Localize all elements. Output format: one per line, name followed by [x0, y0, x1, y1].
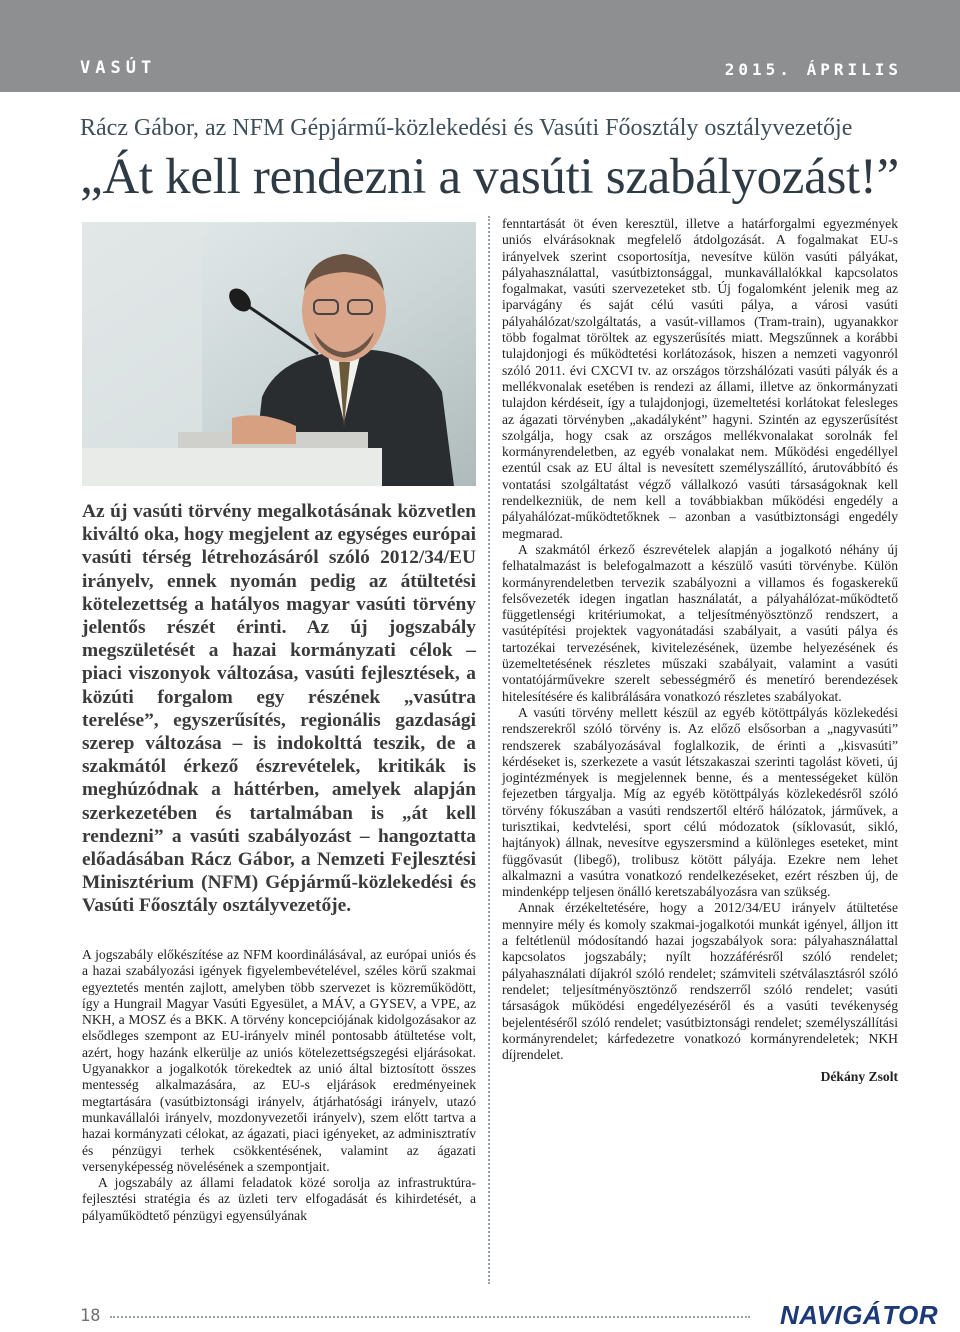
- body-paragraph: A szakmától érkező észrevételek alapján a jogalkotó néhány új felhatalmazást is belefogalmazott a készülő vasúti törvénybe. Külön kormányrendeletben tervezik szabályozni a villamos és fogaskerekű felsővezeték idegen ingatlan használatát, a pályahálózat-működtető függetlenségi kritériumokat, a teljesítményösztönző rendszert, a vasútépítési projektek vagyonátadási szabályait, a vasúti pálya és tartozékai tervezésének, kivitelezésének, üzembe helyezésének és üzemeltetésének részletes műszaki szabályait, valamint a vasúti vontatójárművekre szerelt sebességmérő és menetíró berendezések hitelesítésére és kalibrálására vonatkozó részletes szabályokat.: [502, 541, 898, 704]
- article-headline: „Át kell rendezni a vasúti szabályozást!”: [80, 149, 899, 205]
- body-paragraph: A jogszabály az állami feladatok közé sorolja az infrastruktúra-fejlesztési stratégia és az üzleti terv elfogadását és kihirdetését, a pályaműködtető pénzügyi egyensúlyának: [82, 1175, 476, 1223]
- article-lead: Az új vasúti törvény megalkotásának közvetlen kiváltó oka, hogy megjelent az egységes európai vasúti térség létrehozásáról szóló 2012/34/EU irányelv, ennek nyomán pedig az átültetési kötelezettség a hatályos magyar vasúti törvény jelentős részét érinti. Az új jogszabály megszületését a hazai kormányzati célok – piaci viszonyok változása, vasúti fejlesztések, a közúti forgalom egy részének „vasútra terelése”, egyszerűsítés, regionális gazdasági szerep változása – is indokolttá teszik, de a szakmától érkező észrevételek, kritikák is meghúzódnak a háttérben, amelyek alapján szerkezetében és tartalmában is „át kell rendezni” a vasúti szabályozást – hangoztatta előadásában Rácz Gábor, a Nemzeti Fejlesztési Minisztérium (NFM) Gépjármű-közlekedési és Vasúti Főosztály osztályvezetője.: [82, 501, 476, 917]
- magazine-logo: NAVIGÁTOR: [780, 1300, 939, 1330]
- column-divider: [488, 216, 490, 1284]
- body-paragraph: A jogszabály előkészítése az NFM koordinálásával, az európai uniós és a hazai szabályozási igények figyelembevételével, széles körű szakmai egyeztetés mentén zajlott, amelyben több szervezet is közreműködött, így a Hungrail Magyar Vasúti Egyesület, a MÁV, a GYSEV, a VPE, az NKH, a MOSZ és a BKK. A törvény koncepciójának kidolgozásakor az elsődleges szempont az EU-irányelv minél pontosabb átültetése volt, azért, hogy hazánk elkerülje az uniós kötelezettségszegési eljárásokat. Ugyanakkor a jogalkotók törekedtek az unió által biztosított összes mentesség alkalmazására, az EU-s eljárások eredményeinek megtartására (vasútbiztonsági irányelv, átjárhatósági irányelv, utazó munkavállalói irányelv, mozdonyvezetői irányelv), szem előtt tartva a hazai kormányzati célokat, az ágazati, piaci igényeket, az adminisztratív és pénzügyi terhek csökkentésének, valamint az ágazati versenyképesség növelésének a szempontjait.: [82, 947, 476, 1174]
- page-number: 18: [80, 1306, 101, 1326]
- body-paragraph: fenntartását öt éven keresztül, illetve a határforgalmi egyezmények uniós elvárásoknak megfelelő átdolgozását. A fogalmakat EU-s irányelvek szerint csoportosítja, nevesítve külön vasúti pályákat, pályahasználattal, vasútbiztonsággal, munkavállalókkal kapcsolatos fogalmakat, vasúti szervezeteket stb. Új fogalomként jelenik meg az iparvágány és saját célú vasúti pálya, a városi vasúti pályahálózat/szolgáltatás, a vasút-villamos (Tram-train), ugyanakkor több fogalmat töröltek az egyszerűsítés miatt. Megszűnnek a korábbi tulajdonjogi és működtetési korlátozások, hiszen a nemzeti vagyonról szóló 2011. évi CXCVI tv. az országos törzshálózati vasúti pályák és a mellékvonalak esetében is rendezi az állami, illetve az önkormányzati tulajdon kérdéseit, így a tulajdonjogi, üzemeltetési korlátokat felesleges az ágazati törvényben „akadályként” hagyni. Szintén az egyszerűsítést szolgálja, hogy csak az országos mellékvonalakat sorolnák fel kormányrendeletben, az egyéb vonalakat nem. Működési engedéllyel ezentúl csak az EU által is nevesített személyszállító, árutovábbító és vontatási szolgáltatást végző vállalkozó vasúti társaságoknak kell rendelkezniük, de nem kell a továbbiakban működési engedély a pályahálózat-működtetőknek – azonban a vasútbiztonsági engedély megmarad.: [502, 216, 898, 541]
- right-column: [502, 216, 898, 1086]
- article-subtitle: Rácz Gábor, az NFM Gépjármű-közlekedési és Vasúti Főosztály osztályvezetője: [80, 115, 853, 141]
- section-label: VASÚT: [80, 58, 157, 78]
- footer-divider: [110, 1316, 750, 1318]
- issue-date: 2015. ÁPRILIS: [724, 60, 902, 79]
- author-name: Dékány Zsolt: [820, 1069, 898, 1085]
- body-paragraph: Annak érzékeltetésére, hogy a 2012/34/EU irányelv átültetése mennyire mély és komoly szakmai-jogalkotói munkát igényel, álljon itt a feltétlenül módosítandó hazai jogszabályok sora: pályahasználattal kapcsolatos jogszabály; nyílt hozzáférésről szóló rendelet; pályahasználati díjakról szóló rendelet; számviteli szétválasztásról szóló rendelet; teljesítményösztönző rendszerről szóló rendelet; vasúti társaságok működési engedélyezéséről és a vasúti tevékenység bejelentéséről szóló rendelet; vasútbiztonsági rendelet; személyszállítási kormányrendelet; kárfedezetre vonatkozó kormányrendeletek; NKH díjrendelet.: [502, 900, 898, 1063]
- body-paragraph: A vasúti törvény mellett készül az egyéb kötöttpályás közlekedési rendszerekről szóló törvény is. Az előző elsősorban a „nagyvasúti” rendszerek szabályozásával foglalkozik, de érinti a „kisvasúti” kérdéseket is, szerkezete a vasút létszakaszai szerinti tagolást követi, új jogintézmények is megjelennek benne, és a mentességeket külön fejezetben tárgyalja. Míg az egyéb kötöttpályás közlekedésről szóló törvény fókuszában a vasúti rendszertől eltérő hálózatok, járművek, a turisztikai, kedvtelési, sport célú módozatok (síklovasút, sikló, hajtányok) állnak, nevesítve egyszersmind a különleges eseteket, mint függővasút (libegő), trolibusz kötött pályája. Ezekre nem lehet alkalmazni a vasútra vonatkozó rendelkezéseket, ezért részben új, de mindenképp teljesen önálló keretszabályozásra van szükség.: [502, 704, 898, 900]
- speaker-photo: [82, 222, 476, 486]
- left-column: [82, 947, 476, 1224]
